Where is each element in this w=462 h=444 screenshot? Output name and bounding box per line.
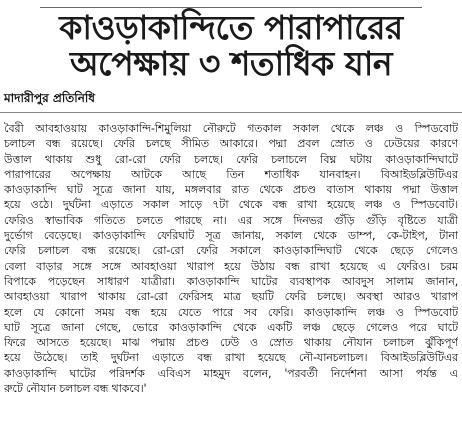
article-line: হলে যে কোনো সময় বন্ধ হয়ে যেতে পারে সব ফেরি। কাওড়াকান্দি লঞ্চ ও স্পিডবোট xyxy=(4,305,458,319)
byline-divider xyxy=(0,112,462,113)
article-line: উত্তাল থাকায় শুধু রো-রো ফেরি চলছে। ফেরি চলাচলে বিঘ্ন ঘটায় কাওড়াকান্দিঘাটে xyxy=(4,152,458,166)
article-line: কাওড়াকান্দি ঘাট সূত্রে জানা যায়, মঙ্গলবার রাত থেকে প্রচণ্ড বাতাস থাকায় পদ্মা উত্তাল xyxy=(4,183,458,197)
article-line: ঘাট সূত্রে জানা গেছে, ভোরে কাওড়াকান্দি থেকে একটি লঞ্চ ছেড়ে গেলেও পরে ঘাটে xyxy=(4,320,458,334)
headline-line-1: কাওড়াকান্দিতে পারাপারের xyxy=(59,8,403,47)
article-line: বৈরী আবহাওয়ায় কাওড়াকান্দি-শিমুলিয়া নৌরুটে গতকাল সকাল থেকে লঞ্চ ও স্পিডবোট xyxy=(4,122,458,135)
headline-line-2: অপেক্ষায় ৩ শতাধিক যান xyxy=(69,44,393,83)
article-line: রুটে নৌযান চলাচল বন্ধ থাকবে।' xyxy=(4,382,147,396)
article-line: বিপাকে পড়েছেন সাধারণ যাত্রীরা। কাওড়াকান্দি ঘাটের ব্যবস্থাপক আবদুস সালাম জানান, xyxy=(4,274,458,288)
article-line: ফেরি চলাচল বন্ধ রয়েছে। রো-রো ফেরি সকালে কাওড়াকান্দিঘাট থেকে ছেড়ে গেলেও xyxy=(4,244,458,258)
article-line: হয়ে ওঠে। দুর্ঘটনা এড়াতে সকাল সাড়ে ৭টা থেকে বন্ধ রাখা হয়েছে লঞ্চ ও স্পিডবোট। xyxy=(4,198,458,212)
article-line: দুর্ভোগ বেড়েছে। কাওড়াকান্দি ফেরিঘাট সূত্র জানায়, সকাল থেকে ডাম্প, কে-টাইপ, টানা xyxy=(4,229,458,243)
article-line: হয়ে উঠেছে। তাই দুর্ঘটনা এড়াতে বন্ধ রাখা হয়েছে নৌ-যানচলাচল। বিআইডব্লিউটিএর xyxy=(4,351,458,365)
article-line: ফিরে আসতে হয়েছে। মাঝ পদ্মায় প্রচণ্ড ঢেউ ও স্রোত থাকায় নৌযান চলাচল ঝুঁকিপূর্ণ xyxy=(4,336,458,350)
article-line: ফেরিও স্বাভাবিক গতিতে চলতে পারছে না। এর সঙ্গে দিনভর গুঁড়ি গুঁড়ি বৃষ্টিতে যাত্রী xyxy=(4,213,458,227)
article-body xyxy=(4,121,458,444)
byline: মাদারীপুর প্রতিনিধি xyxy=(4,91,96,105)
article-line: কাওড়াকান্দি ঘাটের পরিদর্শক এবিএস মাহমুদ বলেন, 'পরবর্তী নির্দেশনা আসা পর্যন্ত এ xyxy=(4,366,458,380)
article-line: পারাপারের অপেক্ষায় আটকে আছে তিন শতাধিক যানবাহন। বিআইডব্লিউটিএর xyxy=(4,167,458,181)
article-line: আবহাওয়া খারাপ থাকায় রো-রো ফেরিসহ মাত্র ছয়টি ফেরি চলছে। অবস্থা আরও খারাপ xyxy=(4,290,458,304)
headline xyxy=(0,10,462,82)
article-line: বেলা বাড়ার সঙ্গে সঙ্গে আবহাওয়া খারাপ হয়ে উঠায় বন্ধ রাখা হয়েছে এ ফেরিও। চরম xyxy=(4,259,458,273)
article-line: চলাচল বন্ধ রয়েছে। ফেরি চলছে সীমিত আকারে। পদ্মা প্রবল স্রোত ও ঢেউয়ের কারণে xyxy=(4,137,458,151)
